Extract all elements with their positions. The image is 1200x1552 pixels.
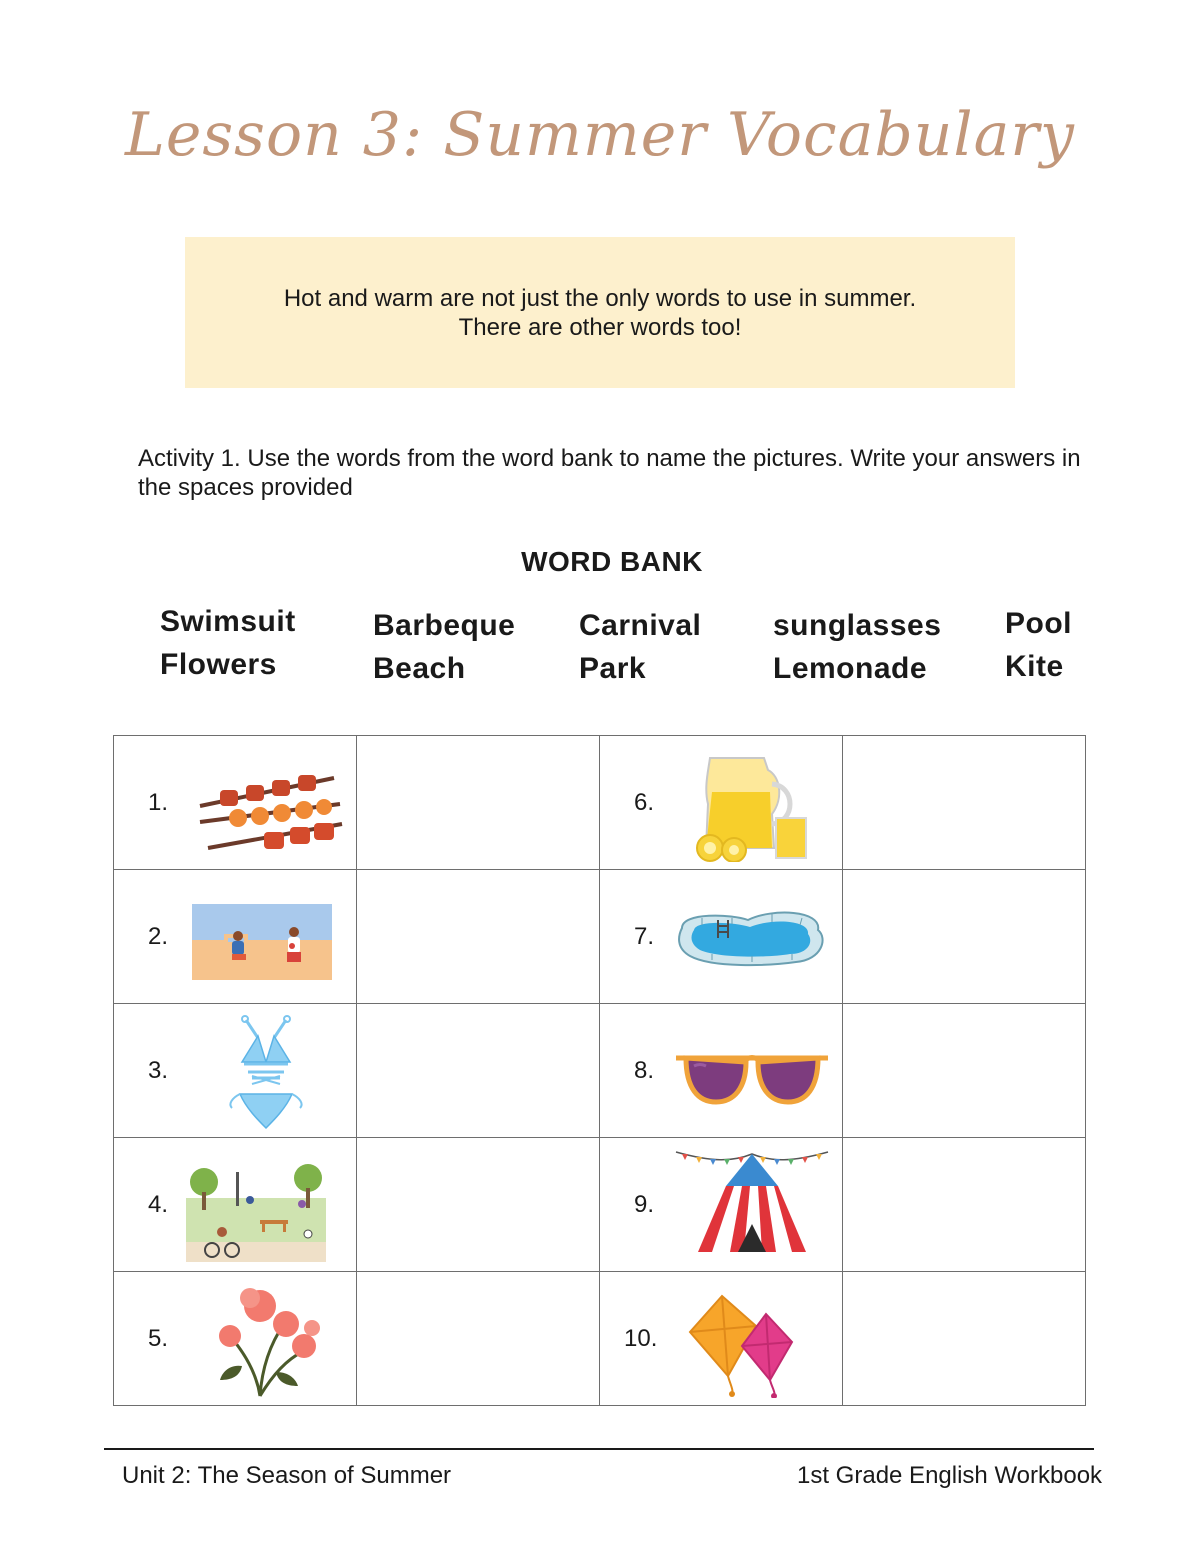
picture-cell xyxy=(600,1004,843,1138)
item-number: 2. xyxy=(148,922,169,950)
word-bank-word: Barbeque xyxy=(373,609,516,642)
sunglasses-icon xyxy=(672,1012,832,1130)
kites-icon xyxy=(672,1280,832,1398)
page-title: Lesson 3: Summer Vocabulary xyxy=(125,100,1075,170)
picture-cell xyxy=(600,1272,843,1406)
grid-row xyxy=(114,1138,1086,1272)
intro-text: Hot and warm are not just the only words to use in summer. There are other words too! xyxy=(283,284,917,341)
footer-workbook: 1st Grade English Workbook xyxy=(797,1462,1103,1489)
picture-cell xyxy=(114,1004,357,1138)
answer-cell[interactable] xyxy=(357,1138,600,1272)
item-number: 3. xyxy=(148,1056,169,1084)
grid-row xyxy=(114,870,1086,1004)
word-bank-word: Flowers xyxy=(160,648,277,681)
word-bank-column-1 xyxy=(160,600,296,686)
park-scene-icon xyxy=(186,1146,346,1264)
picture-cell xyxy=(114,1138,357,1272)
word-bank-column-5 xyxy=(1005,602,1072,688)
item-number: 6. xyxy=(634,788,655,816)
footer-divider xyxy=(104,1448,1094,1450)
grid-row xyxy=(114,736,1086,870)
picture-cell xyxy=(600,870,843,1004)
picture-cell xyxy=(600,736,843,870)
answer-cell[interactable] xyxy=(843,736,1086,870)
answer-cell[interactable] xyxy=(843,1272,1086,1406)
item-number: 10. xyxy=(624,1324,658,1352)
word-bank-column-2 xyxy=(373,604,515,690)
answer-cell[interactable] xyxy=(843,870,1086,1004)
word-bank-word: Lemonade xyxy=(773,652,928,685)
picture-answer-grid xyxy=(113,735,1086,1406)
answer-cell[interactable] xyxy=(357,870,600,1004)
item-number: 8. xyxy=(634,1056,655,1084)
swimming-pool-icon xyxy=(672,878,832,996)
answer-cell[interactable] xyxy=(357,1272,600,1406)
beach-scene-icon xyxy=(186,878,346,996)
grid-row xyxy=(114,1004,1086,1138)
item-number: 9. xyxy=(634,1190,655,1218)
flowers-icon xyxy=(186,1280,346,1398)
answer-cell[interactable] xyxy=(357,736,600,870)
word-bank-word: Pool xyxy=(1005,607,1072,640)
swimsuit-icon xyxy=(186,1012,346,1130)
grid-row xyxy=(114,1272,1086,1406)
answer-cell[interactable] xyxy=(843,1138,1086,1272)
item-number: 5. xyxy=(148,1324,169,1352)
word-bank-title: WORD BANK xyxy=(521,546,703,577)
intro-box xyxy=(185,237,1015,388)
picture-cell xyxy=(114,1272,357,1406)
picture-cell xyxy=(114,870,357,1004)
answer-cell[interactable] xyxy=(843,1004,1086,1138)
answer-cell[interactable] xyxy=(357,1004,600,1138)
word-bank-word: Kite xyxy=(1005,650,1064,683)
item-number: 1. xyxy=(148,788,169,816)
footer-unit: Unit 2: The Season of Summer xyxy=(122,1462,452,1489)
picture-cell xyxy=(600,1138,843,1272)
word-bank-word: sunglasses xyxy=(773,609,942,642)
word-bank-column-4 xyxy=(773,604,941,690)
word-bank-column-3 xyxy=(579,604,701,690)
word-bank-word: Park xyxy=(579,652,647,685)
item-number: 7. xyxy=(634,922,655,950)
word-bank-word: Swimsuit xyxy=(160,605,296,638)
barbeque-skewers-icon xyxy=(186,744,346,862)
word-bank-word: Beach xyxy=(373,652,466,685)
item-number: 4. xyxy=(148,1190,169,1218)
carnival-tent-icon xyxy=(672,1146,832,1264)
word-bank-word: Carnival xyxy=(579,609,702,642)
lemonade-pitcher-icon xyxy=(672,744,832,862)
activity-instructions: Activity 1. Use the words from the word bank to name the pictures. Write your answers in the spaces provided xyxy=(138,445,1081,501)
picture-cell xyxy=(114,736,357,870)
